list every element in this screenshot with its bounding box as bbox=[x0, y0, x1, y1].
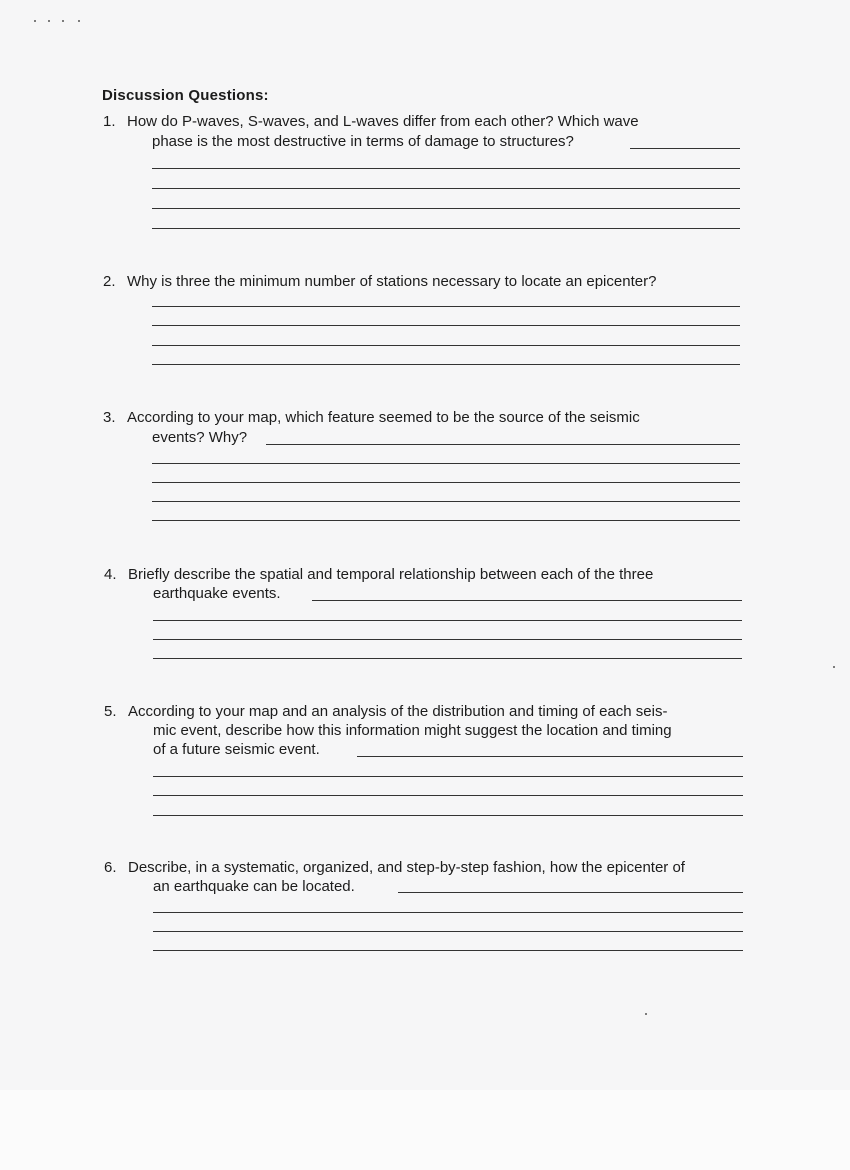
answer-line[interactable] bbox=[153, 658, 742, 659]
answer-line[interactable] bbox=[153, 795, 743, 796]
scan-speck bbox=[34, 20, 36, 22]
answer-line[interactable] bbox=[152, 325, 740, 326]
answer-line[interactable] bbox=[266, 444, 740, 445]
scanner-margin bbox=[0, 1090, 850, 1170]
question-text-line: According to your map and an analysis of the distribution and timing of each seis- bbox=[128, 703, 668, 720]
question-number: 4. bbox=[104, 566, 117, 583]
question-text-line: According to your map, which feature seemed to be the source of the seismic bbox=[127, 409, 640, 426]
answer-line[interactable] bbox=[152, 168, 740, 169]
answer-line[interactable] bbox=[153, 950, 743, 951]
question-number: 5. bbox=[104, 703, 117, 720]
scan-speck bbox=[833, 666, 835, 668]
answer-line[interactable] bbox=[152, 520, 740, 521]
answer-line[interactable] bbox=[153, 912, 743, 913]
question-number: 3. bbox=[103, 409, 116, 426]
question-number: 1. bbox=[103, 113, 116, 130]
answer-line[interactable] bbox=[152, 208, 740, 209]
question-text-line: events? Why? bbox=[152, 429, 248, 446]
question-text-line: earthquake events. bbox=[153, 585, 281, 602]
question-text-line: of a future seismic event. bbox=[153, 741, 320, 758]
answer-line[interactable] bbox=[152, 306, 740, 307]
question-number: 2. bbox=[103, 273, 116, 290]
answer-line[interactable] bbox=[152, 188, 740, 189]
answer-line[interactable] bbox=[357, 756, 743, 757]
question-number: 6. bbox=[104, 859, 117, 876]
answer-line[interactable] bbox=[312, 600, 742, 601]
answer-line[interactable] bbox=[152, 463, 740, 464]
scan-speck bbox=[62, 20, 64, 22]
question-text-line: an earthquake can be located. bbox=[153, 878, 355, 895]
answer-line[interactable] bbox=[153, 620, 742, 621]
answer-line[interactable] bbox=[153, 931, 743, 932]
question-text-line: phase is the most destructive in terms of damage to structures? bbox=[152, 133, 574, 150]
answer-line[interactable] bbox=[152, 364, 740, 365]
answer-line[interactable] bbox=[153, 776, 743, 777]
answer-line[interactable] bbox=[152, 501, 740, 502]
answer-line[interactable] bbox=[152, 228, 740, 229]
answer-line[interactable] bbox=[153, 639, 742, 640]
answer-line[interactable] bbox=[630, 148, 740, 149]
answer-line[interactable] bbox=[152, 345, 740, 346]
scan-speck bbox=[48, 20, 50, 22]
question-text-line: Why is three the minimum number of stations necessary to locate an epicenter? bbox=[127, 273, 657, 290]
answer-line[interactable] bbox=[153, 815, 743, 816]
scan-speck bbox=[645, 1013, 647, 1015]
section-heading: Discussion Questions: bbox=[102, 87, 269, 104]
answer-line[interactable] bbox=[398, 892, 743, 893]
question-text-line: Briefly describe the spatial and temporal relationship between each of the three bbox=[128, 566, 654, 583]
scan-speck bbox=[78, 20, 80, 22]
question-text-line: mic event, describe how this information might suggest the location and timing bbox=[153, 722, 672, 739]
answer-line[interactable] bbox=[152, 482, 740, 483]
question-text-line: Describe, in a systematic, organized, and step-by-step fashion, how the epicenter of bbox=[128, 859, 685, 876]
question-text-line: How do P-waves, S-waves, and L-waves differ from each other? Which wave bbox=[127, 113, 639, 130]
